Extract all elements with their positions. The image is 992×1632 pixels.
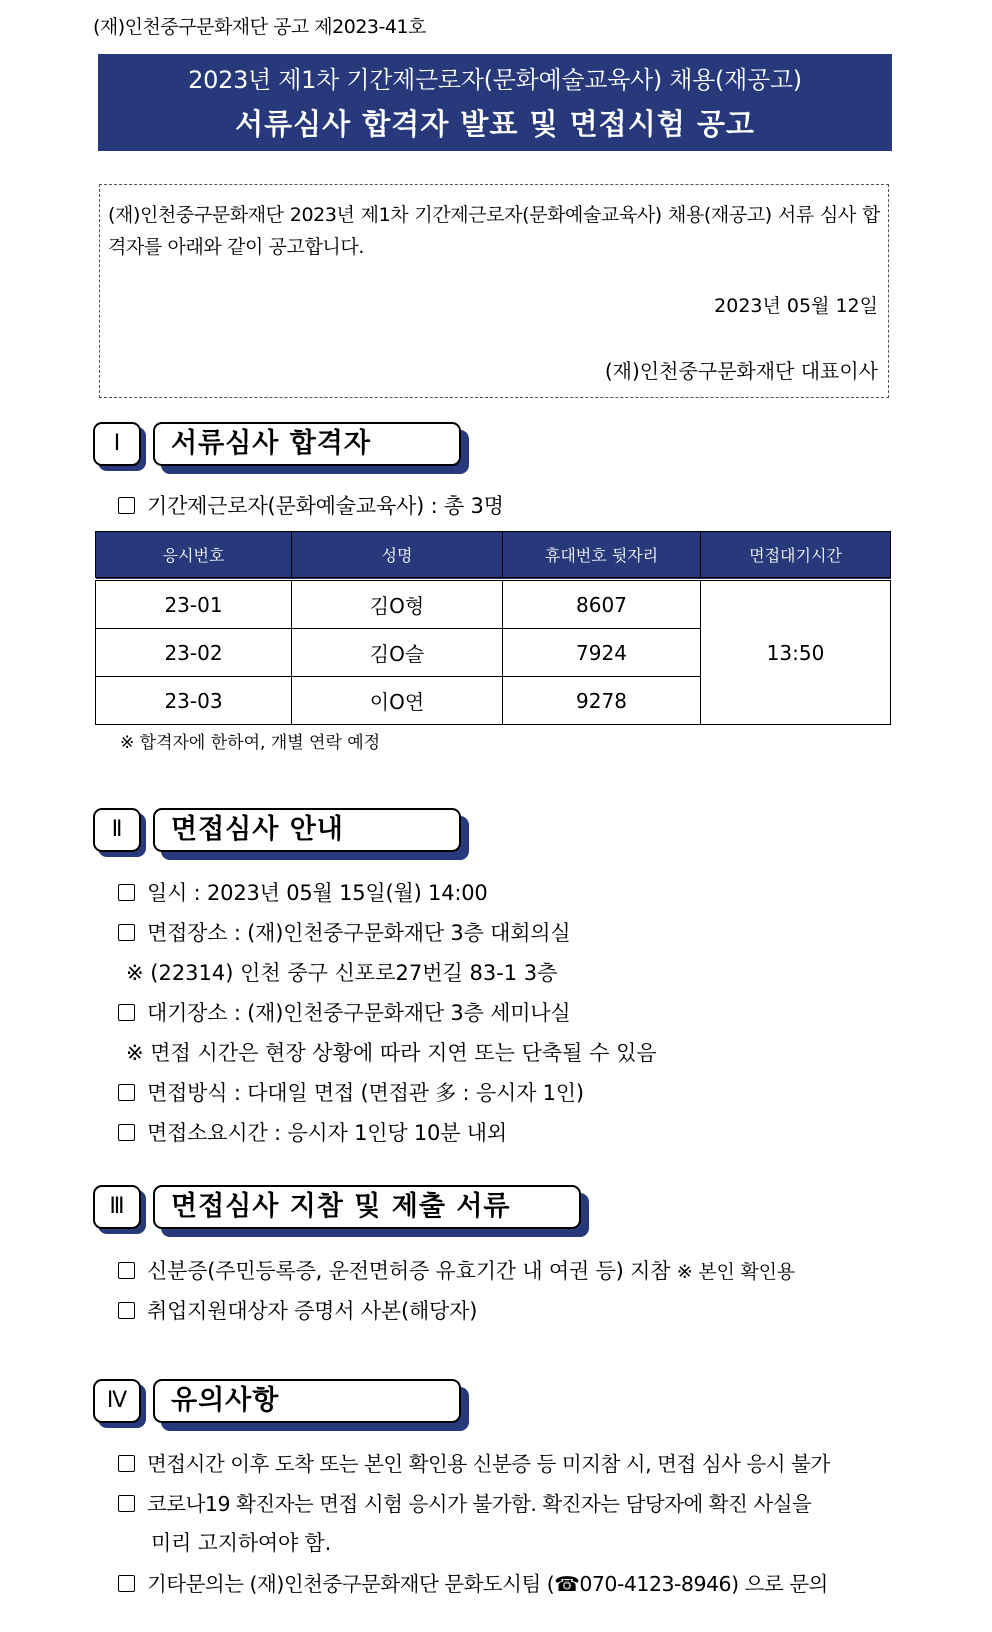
section-1-note: ※ 합격자에 한하여, 개별 연락 예정 — [120, 733, 381, 753]
checkbox-icon — [118, 1124, 135, 1141]
header-name: 성명 — [292, 532, 503, 580]
checkbox-icon — [118, 1084, 135, 1101]
cell-name: 이O연 — [292, 677, 503, 725]
item-text: 면접장소 : (재)인천중구문화재단 3층 대회의실 — [147, 921, 571, 945]
checkbox-icon — [118, 1004, 135, 1021]
checkbox-icon — [118, 1455, 135, 1472]
cell-phone: 9278 — [503, 677, 701, 725]
table-header-row — [96, 532, 891, 580]
item-text: 면접시간 이후 도착 또는 본인 확인용 신분증 등 미지참 시, 면접 심사 응시 불가 — [147, 1452, 830, 1476]
waiting-room-item — [118, 997, 570, 1027]
result-table — [95, 531, 891, 725]
section-4-number: Ⅳ — [93, 1379, 141, 1423]
checkbox-icon — [118, 924, 135, 941]
document-number: (재)인천중구문화재단 공고 제2023-41호 — [93, 16, 426, 38]
item-text: 신분증(주민등록증, 운전면허증 유효기간 내 여권 등) 지참 — [147, 1259, 671, 1283]
intro-text: (재)인천중구문화재단 2023년 제1차 기간제근로자(문화예술교육사) 채용(재공고) 서류 심사 합격자를 아래와 같이 공고합니다. — [108, 204, 880, 258]
checkbox-icon — [118, 1495, 135, 1512]
schedule-item — [118, 877, 488, 907]
caution-item-2 — [118, 1487, 811, 1517]
checkbox-icon — [118, 497, 135, 514]
cell-name: 김O슬 — [292, 629, 503, 677]
intro-signature: (재)인천중구문화재단 대표이사 — [604, 359, 878, 383]
cell-phone: 8607 — [503, 579, 701, 629]
section-4-title: 유의사항 — [153, 1379, 461, 1423]
checkbox-icon — [118, 1262, 135, 1279]
item-text: 기타문의는 (재)인천중구문화재단 문화도시팀 (☎070-4123-8946) 으로 문의 — [147, 1572, 828, 1596]
section-1-summary — [118, 490, 504, 520]
header-applicant-no: 응시번호 — [96, 532, 292, 580]
checkbox-icon — [118, 1302, 135, 1319]
cell-applicant-no: 23-03 — [96, 677, 292, 725]
address-note: ※ (22314) 인천 중구 신포로27번길 83-1 3층 — [126, 961, 558, 985]
section-2-title: 면접심사 안내 — [153, 808, 461, 852]
intro-date: 2023년 05월 12일 — [714, 295, 878, 317]
title-line-2: 서류심사 합격자 발표 및 면접시험 공고 — [235, 107, 755, 141]
caution-item-3 — [118, 1567, 828, 1597]
checkbox-icon — [118, 884, 135, 901]
section-3-title: 면접심사 지참 및 제출 서류 — [153, 1185, 581, 1229]
checkbox-icon — [118, 1575, 135, 1592]
summary-text: 기간제근로자(문화예술교육사) : 총 3명 — [147, 494, 504, 518]
caution-item-2-cont: 미리 고지하여야 함. — [151, 1531, 332, 1555]
header-phone: 휴대번호 뒷자리 — [503, 532, 701, 580]
id-item — [118, 1255, 795, 1285]
item-text: 취업지원대상자 증명서 사본(해당자) — [147, 1299, 478, 1323]
header-wait-time: 면접대기시간 — [701, 532, 891, 580]
cell-applicant-no: 23-01 — [96, 579, 292, 629]
id-note: ※ 본인 확인용 — [676, 1261, 795, 1283]
venue-item — [118, 917, 570, 947]
table-row — [96, 579, 891, 629]
item-text: 면접소요시간 : 응시자 1인당 10분 내외 — [147, 1121, 507, 1145]
item-text: 면접방식 : 다대일 면접 (면접관 多 : 응시자 1인) — [147, 1081, 584, 1105]
caution-item-1 — [118, 1447, 830, 1477]
cell-phone: 7924 — [503, 629, 701, 677]
cell-wait-time: 13:50 — [701, 579, 891, 725]
duration-item — [118, 1117, 507, 1147]
method-item — [118, 1077, 584, 1107]
certificate-item — [118, 1295, 477, 1325]
item-text: 대기장소 : (재)인천중구문화재단 3층 세미나실 — [147, 1001, 571, 1025]
intro-box — [99, 184, 889, 398]
cell-applicant-no: 23-02 — [96, 629, 292, 677]
item-text: 코로나19 확진자는 면접 시험 응시가 불가함. 확진자는 담당자에 확진 사실을 — [147, 1492, 812, 1516]
section-2-number: Ⅱ — [93, 808, 141, 852]
cell-name: 김O형 — [292, 579, 503, 629]
timing-note: ※ 면접 시간은 현장 상황에 따라 지연 또는 단축될 수 있음 — [126, 1041, 657, 1065]
section-3-number: Ⅲ — [93, 1185, 141, 1229]
item-text: 일시 : 2023년 05월 15일(월) 14:00 — [147, 881, 488, 905]
title-line-1: 2023년 제1차 기간제근로자(문화예술교육사) 채용(재공고) — [188, 66, 802, 94]
section-1-number: Ⅰ — [93, 422, 141, 466]
title-banner — [98, 54, 892, 151]
section-1-title: 서류심사 합격자 — [153, 422, 461, 466]
